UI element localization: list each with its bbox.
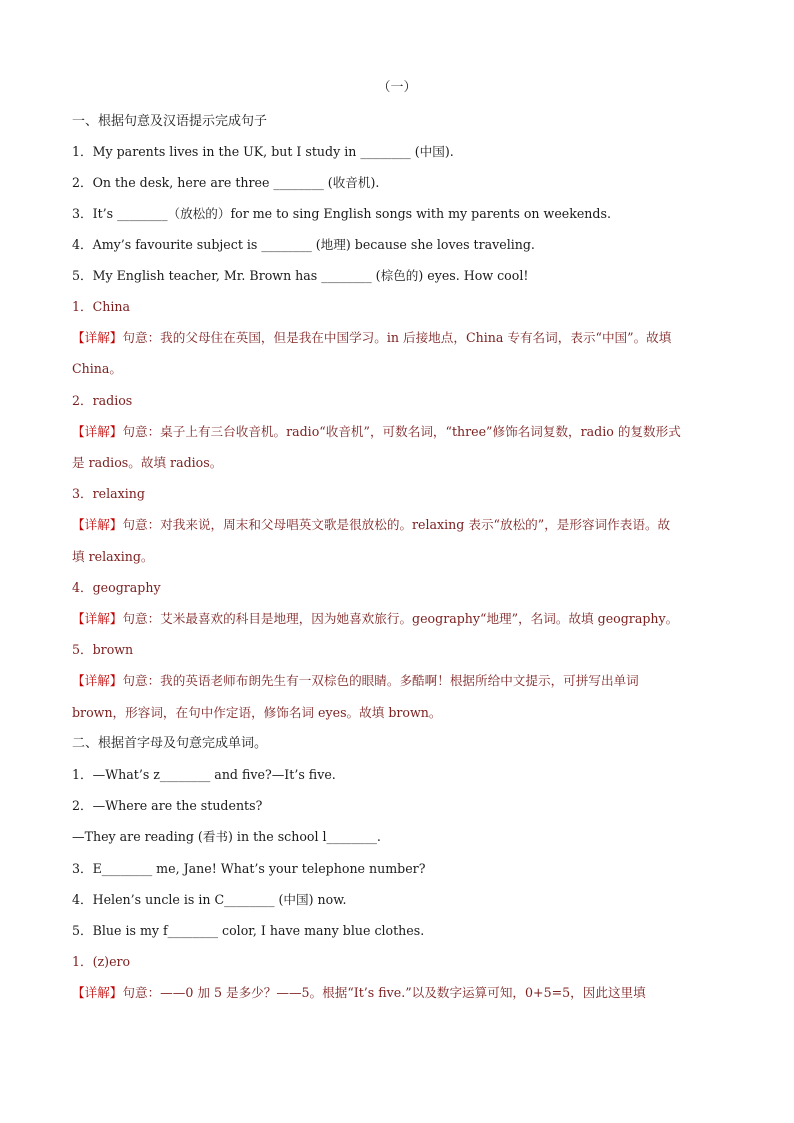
question-2-5: 5．Blue is my f________ color, I have many blue clothes.	[72, 923, 425, 938]
explanation-text: 句意：——0 加 5 是多少？——5。根据“It’s five.”以及数字运算可知，0+5=5，因此这里填	[122, 985, 646, 1000]
answer-1-4: 4．geography	[72, 580, 161, 595]
question-2-1: 1．—What’s z________ and five?—It’s five.	[72, 767, 336, 782]
answer-1-3: 3．relaxing	[72, 486, 145, 501]
detail-tag: 【详解】	[72, 330, 123, 345]
page-title: （一）	[377, 80, 417, 95]
explanation-2-1	[72, 984, 724, 1002]
detail-tag: 【详解】	[72, 985, 123, 1000]
section2-heading: 二、根据首字母及句意完成单词。	[72, 736, 268, 751]
question-1-1: 1．My parents lives in the UK, but I study in ________ (中国).	[72, 144, 454, 159]
answer-1-5: 5．brown	[72, 642, 134, 657]
question-1-3: 3．It’s ________（放松的）for me to sing English songs with my parents on weekends.	[72, 206, 611, 221]
explanation-text: 句意：桌子上有三台收音机。radio“收音机”，可数名词，“three”修饰名词复数，radio 的复数形式	[122, 424, 681, 439]
question-2-2: 2．—Where are the students?	[72, 798, 263, 813]
answer-2-1: 1．(z)ero	[72, 954, 131, 969]
explanation-1-3	[72, 516, 724, 534]
detail-tag: 【详解】	[72, 517, 123, 532]
explanation-1-1-cont: China。	[72, 361, 122, 376]
question-1-5: 5．My English teacher, Mr. Brown has ________ (棕色的) eyes. How cool!	[72, 268, 529, 283]
explanation-1-1	[72, 329, 724, 347]
explanation-1-3-cont: 填 relaxing。	[72, 549, 154, 564]
explanation-1-2-cont: 是 radios。故填 radios。	[72, 455, 223, 470]
answer-1-1: 1．China	[72, 299, 131, 314]
explanation-1-5-cont: brown，形容词，在句中作定语，修饰名词 eyes。故填 brown。	[72, 705, 442, 720]
explanation-1-2	[72, 423, 724, 441]
question-2-4: 4．Helen’s uncle is in C________ (中国) now.	[72, 892, 347, 907]
question-1-2: 2．On the desk, here are three ________ (收音机).	[72, 175, 380, 190]
explanation-text: 句意：我的父母住在英国，但是我在中国学习。in 后接地点，China 专有名词，表示“中国”。故填	[122, 330, 672, 345]
question-2-2-reply: —They are reading (看书) in the school l________.	[72, 829, 381, 844]
explanation-text: 句意：对我来说，周末和父母唱英文歌是很放松的。relaxing 表示“放松的”，是形容词作表语。故	[122, 517, 671, 532]
answer-1-2: 2．radios	[72, 393, 133, 408]
section1-heading: 一、根据句意及汉语提示完成句子	[72, 114, 268, 129]
detail-tag: 【详解】	[72, 611, 123, 626]
detail-tag: 【详解】	[72, 673, 123, 688]
explanation-1-5	[72, 672, 724, 690]
explanation-1-4	[72, 610, 724, 628]
question-2-3: 3．E________ me, Jane! What’s your telephone number?	[72, 861, 426, 876]
detail-tag: 【详解】	[72, 424, 123, 439]
question-1-4: 4．Amy’s favourite subject is ________ (地理) because she loves traveling.	[72, 237, 535, 252]
explanation-text: 句意：我的英语老师布朗先生有一双棕色的眼睛。多酷啊！根据所给中文提示，可拼写出单词	[122, 673, 639, 688]
explanation-text: 句意：艾米最喜欢的科目是地理，因为她喜欢旅行。geography“地理”，名词。故填 geography。	[122, 611, 679, 626]
